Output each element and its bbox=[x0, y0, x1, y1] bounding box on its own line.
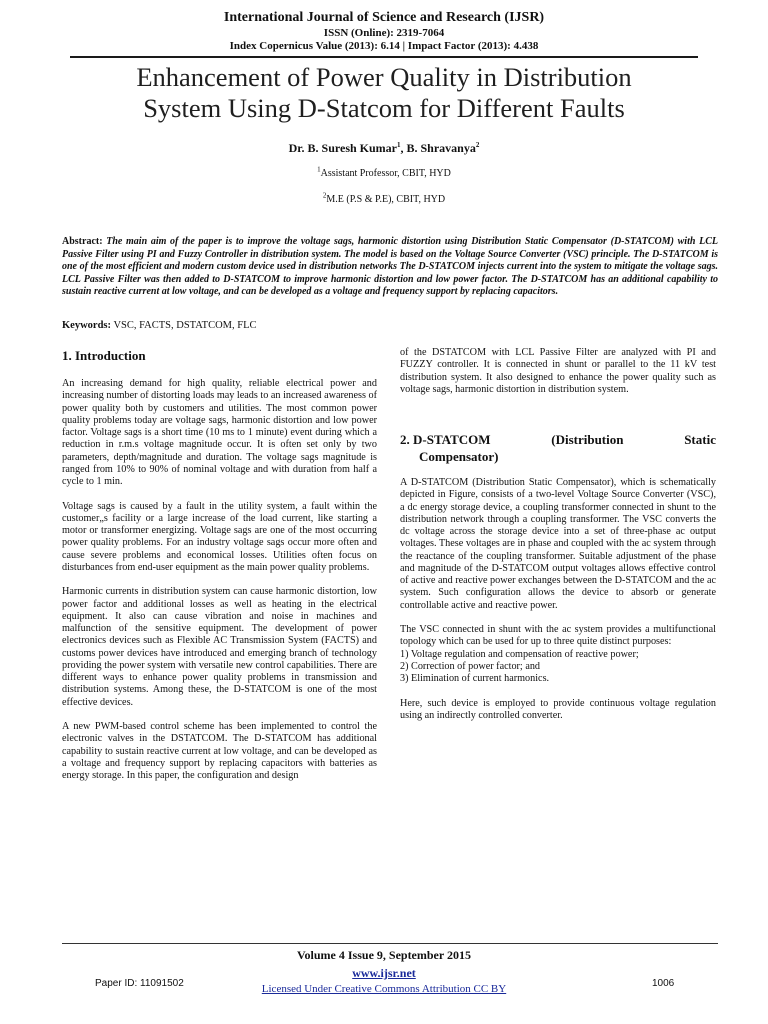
paper-id: Paper ID: 11091502 bbox=[95, 978, 184, 989]
author-line bbox=[0, 141, 768, 156]
paper-title bbox=[0, 62, 768, 124]
title-line-1: Enhancement of Power Quality in Distribution bbox=[136, 62, 632, 92]
paragraph: An increasing demand for high quality, reliable electrical power and increasing number of distorting loads may leads to an increased awareness of power quality both by customers and utilities. The most common power quality problems today are voltage sags, harmonic distortion and low power factor. Voltage sags is a short time (10 ms to 1 minute) event during which a reduction in r.m.s voltage magnitude occur. It is often set only by two parameters, depth/magnitude and duration. The voltage sags magnitude is ranged from 10% to 90% of nominal voltage and with duration from half a cycle to 1 min. bbox=[62, 378, 377, 487]
journal-name: International Journal of Science and Research (IJSR) bbox=[223, 10, 545, 25]
list-item: 1) Voltage regulation and compensation of reactive power; bbox=[400, 648, 639, 660]
header-rule bbox=[70, 56, 698, 58]
affiliation-2-text: M.E (P.S & P.E), CBIT, HYD bbox=[326, 194, 446, 205]
affiliation-2-sup: 2 bbox=[322, 191, 327, 200]
paragraph: Here, such device is employed to provide continuous voltage regulation using an indirectly controlled converter. bbox=[400, 697, 716, 721]
affiliation-1 bbox=[0, 165, 768, 179]
list-item: 2) Correction of power factor; and bbox=[400, 660, 541, 672]
list-item: 3) Elimination of current harmonics. bbox=[400, 673, 550, 684]
paragraph: Voltage sags is caused by a fault in the utility system, a fault within the customer„s facility or a large increase of the load current, like starting a motor or transformer energizing. Voltage sags are one of the most occurring power quality problems. For an industry voltage sags occur more often and cause severe problems and economical losses. Utilities often focus on disturbances from end-user equipment as the main power quality problems. bbox=[62, 500, 377, 573]
footer-url-link[interactable]: www.ijsr.net bbox=[352, 966, 416, 980]
keywords bbox=[62, 320, 718, 331]
abstract bbox=[62, 236, 718, 299]
affiliation-1-sup: 1 bbox=[317, 165, 321, 174]
keywords-text: VSC, FACTS, DSTATCOM, FLC bbox=[113, 320, 257, 331]
footer-rule bbox=[62, 943, 718, 944]
journal-index: Index Copernicus Value (2013): 6.14 | Impact Factor (2013): 4.438 bbox=[229, 40, 539, 52]
abstract-text: The main aim of the paper is to improve the voltage sags, harmonic distortion using Distribution Static Compensator (D-STATCOM) with LCL Passive Filter using PI and Fuzzy Controller in distribution system. The model is based on the Voltage Source Converter (VSC) principle. The D-STATCOM is one of the most efficient and modern custom device used in distribution networks The D-STATCOM injects current into the system to mitigate the voltage sags. LCL Passive Filter was then added to D-STATCOM to improve harmonic distortion and low power factor. The D-STATCOM has an additional capability to sustain reactive current at low voltage, and can be developed as a voltage and frequency support by replacing capacitors. bbox=[62, 236, 718, 297]
author-1: Dr. B. Suresh Kumar bbox=[288, 141, 397, 155]
section-2-heading-end: Static bbox=[684, 432, 716, 447]
paragraph: of the DSTATCOM with LCL Passive Filter are analyzed with PI and FUZZY controller. It is connected in shunt or parallel to the 11 kV test distribution system. It also designed to enhance the power quality such as voltage sags, harmonic distortion in distribution system. bbox=[400, 347, 716, 395]
paragraph: A new PWM-based control scheme has been implemented to control the electronic valves in the DSTATCOM. The D-STATCOM has additional capability to sustain reactive current at low voltage, and can be developed as a voltage and frequency support by replacing capacitors with batteries as energy storage. In this paper, the configuration and design bbox=[62, 721, 377, 781]
author-1-sup: 1 bbox=[397, 141, 401, 149]
page-number: 1006 bbox=[652, 978, 675, 989]
author-2: B. Shravanya bbox=[406, 141, 476, 155]
section-2-heading-mid: (Distribution bbox=[551, 432, 624, 447]
paragraph: The VSC connected in shunt with the ac system provides a multifunctional topology which can be used for up to three quite distinct purposes: bbox=[400, 624, 716, 648]
paragraph: A D-STATCOM (Distribution Static Compensator), which is schematically depicted in Figure, consists of a two-level Voltage Source Converter (VSC), a dc energy storage device, a coupling transformer connected in shunt to the distribution network through a coupling transformer. The VSC converts the dc voltage across the storage device into a set of three-phase ac output voltages. These voltages are in phase and coupled with the ac system through the reactance of the coupling transformer. Suitable adjustment of the phase and magnitude of the D-STATCOM output voltages allows effective control of active and reactive power exchanges between the D-STATCOM and the ac system. Such configuration allows the device to absorb or generate controllable active and reactive power. bbox=[400, 477, 716, 611]
section-1-body bbox=[62, 378, 377, 795]
purpose-list bbox=[400, 649, 716, 686]
paragraph: Harmonic currents in distribution system can cause harmonic distortion, low power factor and additional losses as well as heating in the electrical equipment. It also can cause vibration and noise in machines and malfunction of the sensitive equipment. The development of power electronics devices such as Flexible AC Transmission System (FACTS) and customs power devices have introduced and emerging branch of technology providing the power system with versatile new control capabilities. There are different ways to enhance power quality problems in transmission and distribution systems. Among these, the D-STATCOM is one of the most effective devices. bbox=[62, 586, 377, 708]
author-separator: , bbox=[400, 141, 407, 155]
journal-issn: ISSN (Online): 2319-7064 bbox=[323, 27, 445, 39]
section-2-heading-line2: Compensator) bbox=[419, 449, 499, 464]
title-line-2: System Using D-Statcom for Different Faults bbox=[143, 93, 625, 123]
keywords-label: Keywords: bbox=[62, 320, 111, 331]
section-1-continuation bbox=[400, 347, 716, 408]
footer-volume: Volume 4 Issue 9, September 2015 bbox=[296, 948, 471, 962]
section-2-body bbox=[400, 477, 716, 734]
affiliation-2 bbox=[0, 191, 768, 205]
section-2-heading bbox=[400, 431, 716, 465]
affiliation-1-text: Assistant Professor, CBIT, HYD bbox=[320, 168, 451, 179]
section-1-heading: 1. Introduction bbox=[62, 348, 146, 363]
author-2-sup: 2 bbox=[475, 141, 480, 149]
footer-license-link[interactable]: Licensed Under Creative Commons Attribution CC BY bbox=[261, 983, 507, 995]
abstract-label: Abstract: bbox=[62, 236, 103, 247]
section-2-heading-num: 2. D-STATCOM bbox=[400, 432, 491, 447]
